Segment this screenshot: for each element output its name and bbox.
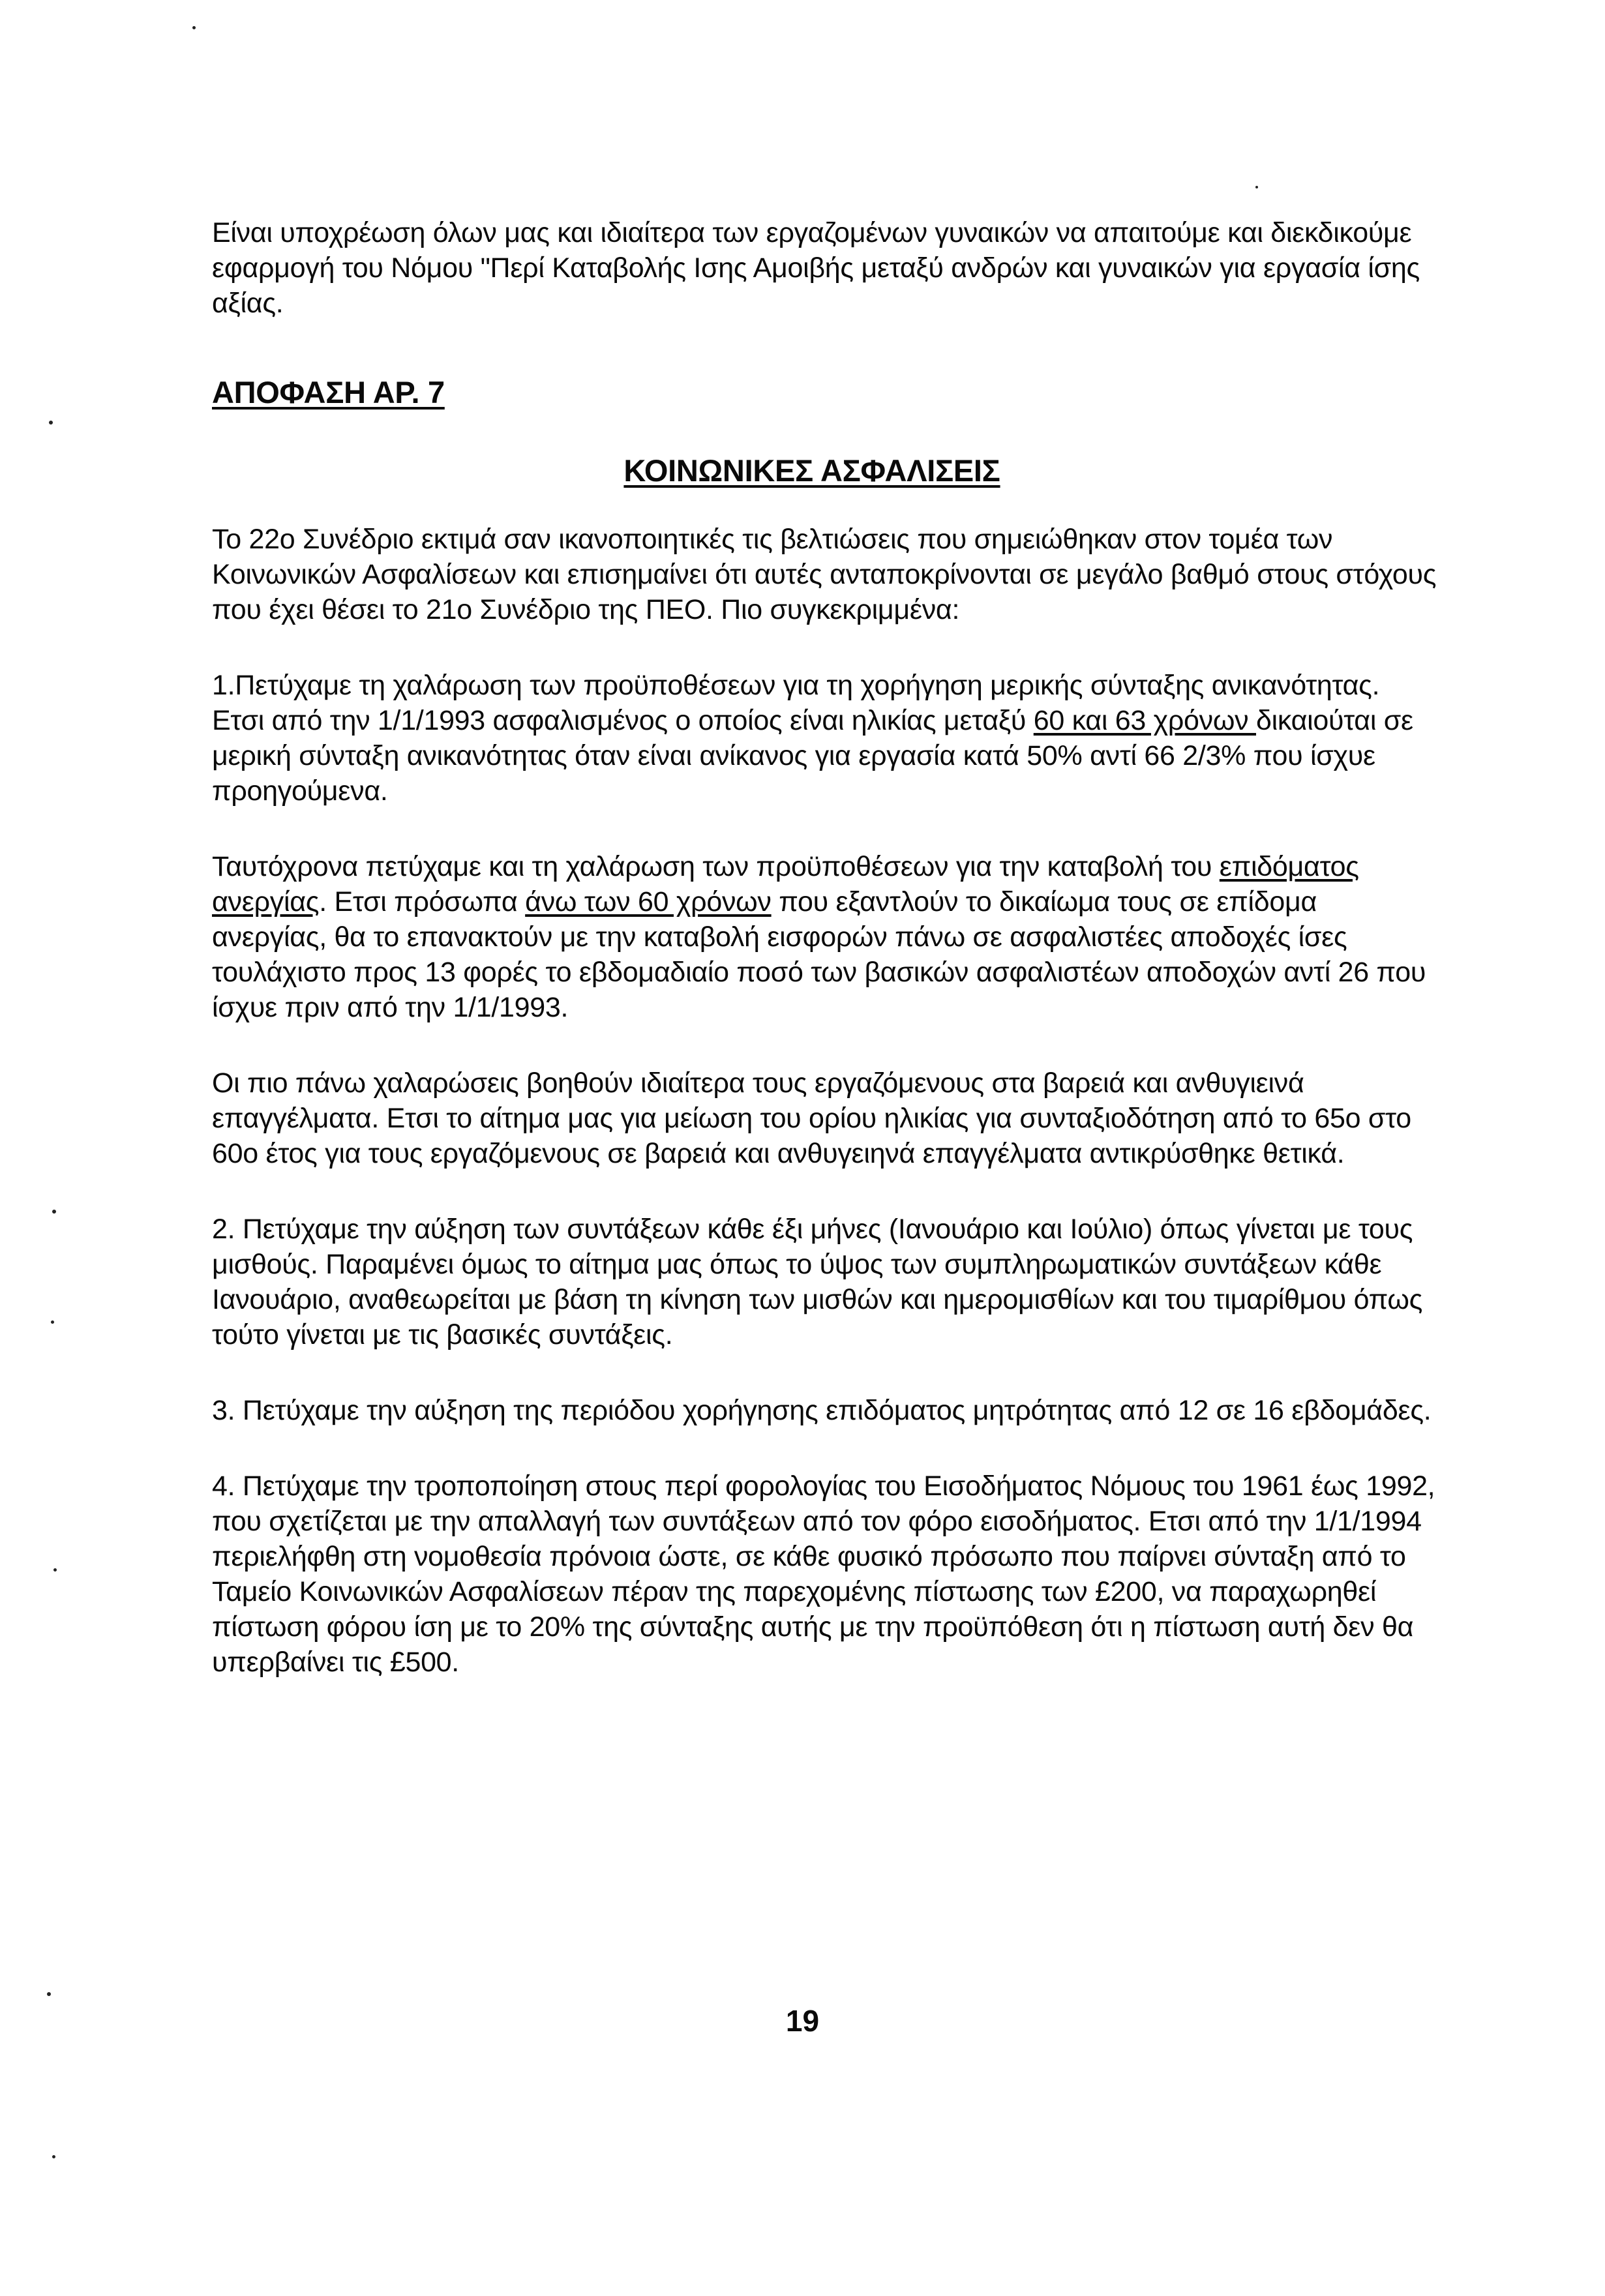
item-3-paragraph: 3. Πετύχαμε την αύξηση της περιόδου χορήγησης επιδόματος μητρότητας από 12 σε 16 εβδομάδες. <box>212 1395 1432 1426</box>
scan-speck <box>47 1992 51 1996</box>
section-title <box>212 453 1438 489</box>
scan-speck <box>52 2155 55 2158</box>
item-4-paragraph: 4. Πετύχαμε την τροποποίηση στους περί φορολογίας του Εισοδήματος Νόμους του 1961 έως 1992, που σχετίζεται με την απαλλαγή των συντάξεων από τον φόρο εισοδήματος. Ετσι από την 1/1/1994 περιελήφθη στη νομοθεσία πρόνοια ώστε, σε κάθε φυσικό πρόσωπο που παίρνει σύνταξη από το Ταμείο Κοινωνικών Ασφαλίσεων πέραν της παρεχομένης πίστωσης των £200, να παραχωρηθεί πίστωση φόρου ίση με το 20% της σύνταξης αυτής με την προϋπόθεση ότι η πίστωση αυτή δεν θα υπερβαίνει τις £500. <box>212 1470 1435 1678</box>
scan-speck <box>52 1210 56 1214</box>
decision-heading <box>212 374 1438 411</box>
intro-paragraph: Είναι υποχρέωση όλων μας και ιδιαίτερα των εργαζομένων γυναικών να απαιτούμε και διεκδικούμε εφαρμογή του Νόμου "Περί Καταβολής Ισης Αμοιβής μεταξύ ανδρών και γυναικών για εργασία ίσης αξίας. <box>212 217 1420 319</box>
unemployment-text-b: . Ετσι πρόσωπα <box>319 886 526 917</box>
scan-speck <box>53 1568 57 1572</box>
congress-paragraph: Το 22ο Συνέδριο εκτιμά σαν ικανοποιητικές τις βελτιώσεις που σημειώθηκαν στον τομέα των Κοινωνικών Ασφαλίσεων και επισημαίνει ότι αυτές ανταποκρίνονται σε μεγάλο βαθμό στους στόχους που έχει θέσει το 21ο Συνέδριο της ΠΕΟ. Πιο συγκεκριμμένα: <box>212 524 1437 625</box>
relaxation-paragraph: Οι πιο πάνω χαλαρώσεις βοηθούν ιδιαίτερα τους εργαζόμενους στα βαρειά και ανθυγιεινά επαγγέλματα. Ετσι το αίτημα μας για μείωση του ορίου ηλικίας για συνταξιοδότηση από το 65ο στο 60ο έτος για τους εργαζόμενους σε βαρειά και ανθυγειηνά επαγγέλματα αντικρύσθηκε θετικά. <box>212 1067 1411 1169</box>
unemployment-underlined-age: άνω των 60 χρόνων <box>525 886 772 917</box>
decision-heading-text: ΑΠΟΦΑΣΗ ΑΡ. 7 <box>212 375 445 410</box>
scan-speck <box>51 1320 54 1324</box>
unemployment-paragraph <box>212 849 1438 1025</box>
scan-speck <box>192 26 196 29</box>
page-number: 19 <box>785 2004 820 2038</box>
document-body <box>212 215 1438 1720</box>
scan-speck <box>1255 186 1258 188</box>
unemployment-text-c: που εξαντλούν το δικαίωμα τους σε επίδομα ανεργίας, θα το επανακτούν με την καταβολή εισφορών πάνω σε ασφαλιστέες αποδοχές ίσες τουλάχιστο προς 13 φορές το εβδομαδιαίο ποσό των βασικών ασφαλιστέων αποδοχών αντί 26 που ίσχυε πριν από την 1/1/1993. <box>212 886 1426 1023</box>
scan-speck <box>49 421 53 425</box>
unemployment-underlined-benefit: επιδόματος ανεργίας <box>212 851 1359 917</box>
section-title-text: ΚΟΙΝΩΝΙΚΕΣ ΑΣΦΑΛΙΣΕΙΣ <box>623 453 1000 488</box>
item-1-underlined-age: 60 και 63 χρόνων <box>1033 705 1256 736</box>
item-1-text-b: δικαιούται σε μερική σύνταξη ανικανότητας όταν είναι ανίκανος για εργασία κατά 50% αντί 66 2/3% που ίσχυε προηγούμενα. <box>212 705 1413 807</box>
unemployment-text-a: Ταυτόχρονα πετύχαμε και τη χαλάρωση των προϋποθέσεων για την καταβολή του <box>212 851 1220 882</box>
item-1-paragraph <box>212 668 1438 809</box>
item-2-paragraph: 2. Πετύχαμε την αύξηση των συντάξεων κάθε έξι μήνες (Ιανουάριο και Ιούλιο) όπως γίνεται με τους μισθούς. Παραμένει όμως το αίτημα μας όπως το ύψος των συμπληρωματικών συντάξεων κάθε Ιανουάριο, αναθεωρείται με βάση τη κίνηση των μισθών και ημερομισθίων και του τιμαρίθμου όπως τούτο γίνεται με τις βασικές συντάξεις. <box>212 1214 1423 1350</box>
item-1-text-a: 1.Πετύχαμε τη χαλάρωση των προϋποθέσεων για τη χορήγηση μερικής σύνταξης ανικανότητας. Ετσι από την 1/1/1993 ασφαλισμένος ο οποίος είναι ηλικίας μεταξύ <box>212 670 1380 736</box>
